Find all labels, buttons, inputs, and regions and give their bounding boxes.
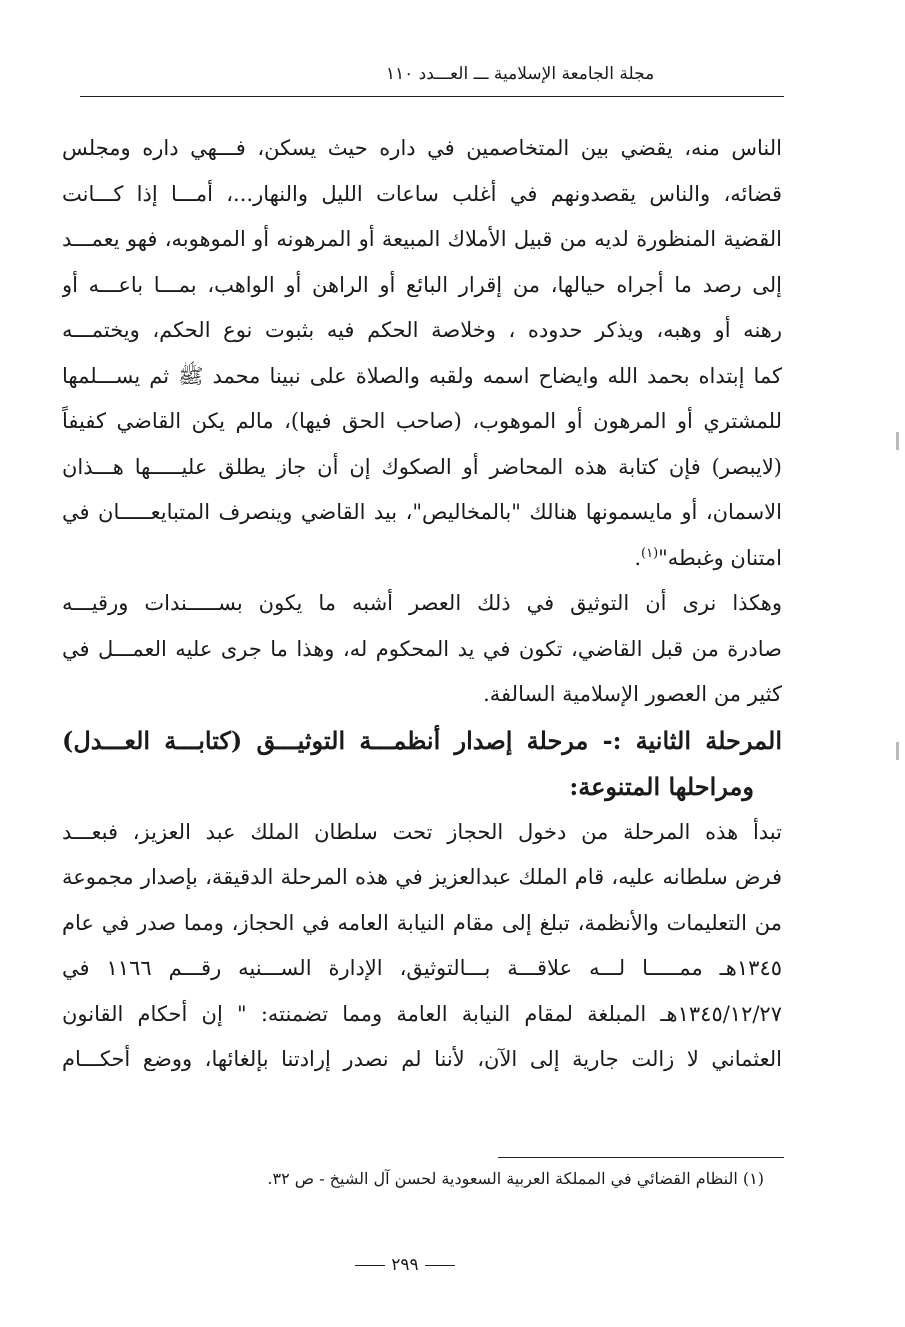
section-heading bbox=[62, 718, 782, 810]
paragraph-1 bbox=[62, 126, 782, 581]
text-line: فرض سلطانه عليه، قام الملك عبدالعزيز في هذه المرحلة الدقيقة، بإصدار مجموعة bbox=[62, 865, 782, 889]
text-line: العثماني لا زالت جارية إلى الآن، لأننا لم نصدر إرادتنا بإلغائها، ووضع أحكـــام bbox=[62, 1047, 782, 1071]
paragraph-3 bbox=[62, 810, 782, 1083]
page-number-dash bbox=[425, 1265, 455, 1266]
text-line: قضائه، والناس يقصدونهم في أغلب ساعات الليل والنهار...، أمـــا إذا كـــانت bbox=[62, 181, 782, 206]
text-line: ١٣٤٥هـ ممـــــا لـــه علاقـــة بـــالتوثيق، الإدارة الســـنيه رقـــم ١١٦٦ في bbox=[62, 956, 782, 980]
text-line: الاسمان، أو مايسمونها هنالك "بالمخاليص"، بيد القاضي وينصرف المتبايعـــــان في bbox=[62, 500, 782, 524]
closing-quote-text: امتنان وغبطه" bbox=[658, 545, 782, 570]
text-line-last bbox=[62, 536, 782, 582]
main-text bbox=[62, 126, 782, 1083]
heading-line-last: ومراحلها المتنوعة: bbox=[569, 771, 754, 801]
page-number-value: ٢٩٩ bbox=[391, 1255, 419, 1275]
text-line-last: كثير من العصور الإسلامية السالفة. bbox=[483, 682, 782, 706]
text-line: الناس منه، يقضي بين المتخاصمين في داره حيث يسكن، فـــهي داره ومجلس bbox=[62, 136, 782, 160]
text-line: (لايبصر) فإن كتابة هذه المحاضر أو الصكوك إن أن جاز يطلق عليـــــها هـــذان bbox=[62, 454, 782, 479]
text-line: وهكذا نرى أن التوثيق في ذلك العصر أشبه ما يكون بســـــندات ورقيـــه bbox=[62, 591, 782, 615]
paragraph-2 bbox=[62, 581, 782, 718]
footnote-rule bbox=[498, 1157, 784, 1158]
running-header: مجلة الجامعة الإسلامية ـــ العـــدد ١١٠ bbox=[385, 64, 655, 84]
page-number-dash bbox=[355, 1265, 385, 1266]
text-line: القضية المنظورة لديه من قبيل الأملاك المبيعة أو المرهونه أو الموهوبه، فهو يعمـــد bbox=[62, 227, 782, 251]
header-rule bbox=[80, 96, 784, 97]
scan-edge-mark bbox=[896, 742, 899, 760]
footnote-reference: (١) bbox=[641, 545, 659, 561]
text-line: ١٣٤٥/١٢/٢٧هـ المبلغة لمقام النيابة العامة ومما تضمنته: " إن أحكام القانون bbox=[62, 1001, 782, 1026]
text-line: إلى رصد ما أجراه حيالها، من إقرار البائع أو الراهن أو الواهب، بمـــا باعـــه أو bbox=[62, 272, 782, 297]
text-line: كما إبتداه بحمد الله وايضاح اسمه ولقبه والصلاة على نبينا محمد ﷺ ثم يســـلمها bbox=[62, 363, 782, 388]
page-number bbox=[340, 1252, 470, 1278]
text-line: صادرة من قبل القاضي، تكون في يد المحكوم له، وهذا ما جرى عليه العمـــل في bbox=[62, 636, 782, 661]
sentence-end: . bbox=[634, 545, 641, 570]
footnote: (١) النظام القضائي في المملكة العربية السعودية لحسن آل الشيخ - ص ٣٢. bbox=[267, 1169, 764, 1188]
text-line: رهنه أو وهبه، ويذكر حدوده ، وخلاصة الحكم فيه بثبوت نوع الحكم، ويختمـــه bbox=[62, 318, 782, 342]
text-line: للمشتري أو المرهون أو الموهوب، (صاحب الحق فيها)، مالم يكن القاضي كفيفاً bbox=[62, 409, 782, 433]
heading-line: المرحلة الثانية :- مرحلة إصدار أنظمـــة التوثيـــق (كتابـــة العـــدل) bbox=[62, 725, 782, 755]
text-line: من التعليمات والأنظمة، تبلغ إلى مقام النيابة العامه في الحجاز، ومما صدر في عام bbox=[62, 910, 782, 935]
scan-edge-mark bbox=[896, 432, 899, 450]
text-line: تبدأ هذه المرحلة من دخول الحجاز تحت سلطان الملك عبد العزيز، فبعـــد bbox=[62, 819, 782, 844]
